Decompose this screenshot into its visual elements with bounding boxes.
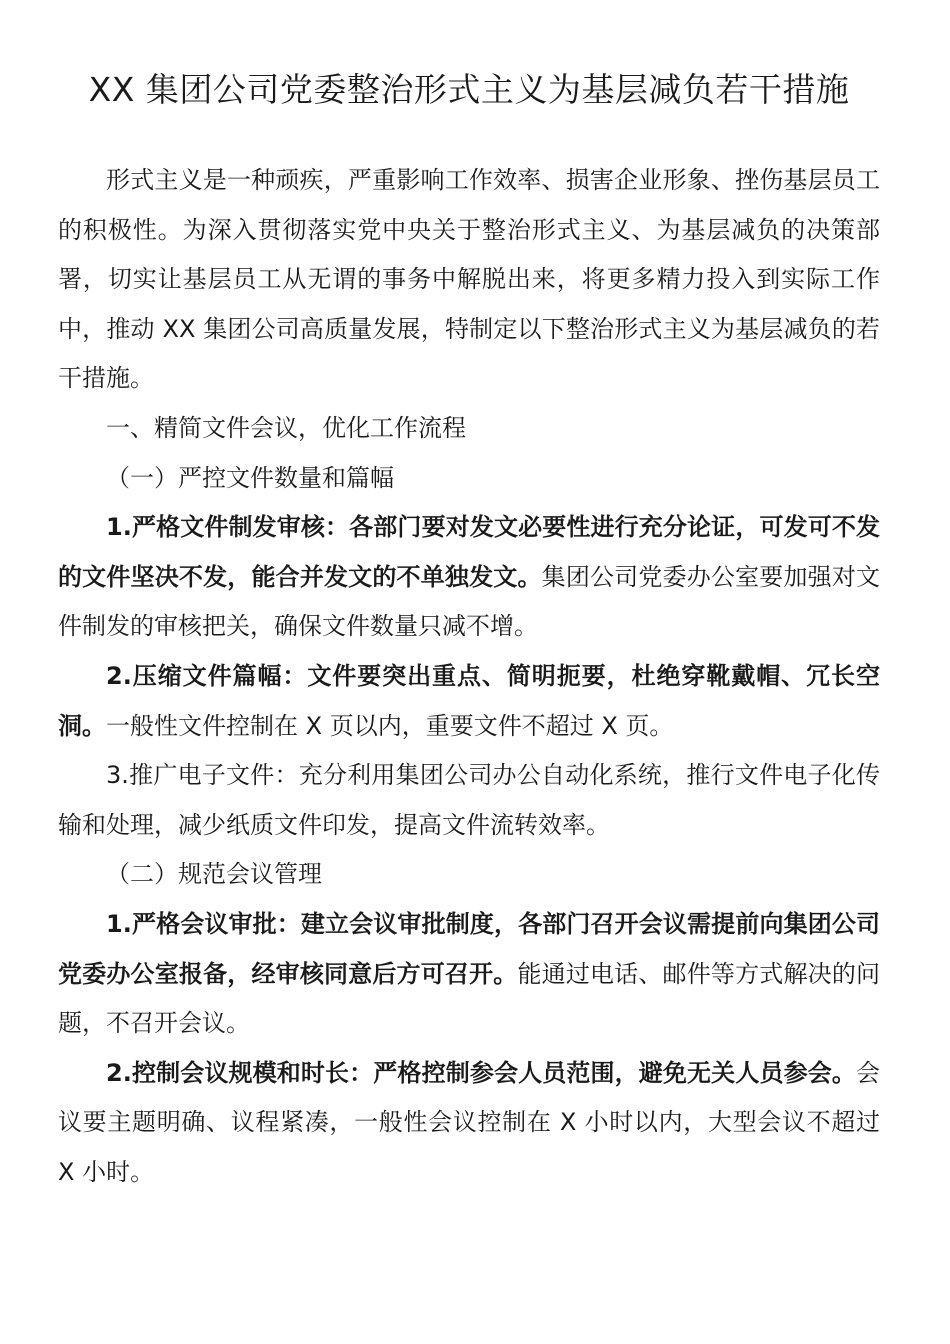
measure-1-1-paragraph [58, 503, 880, 652]
measure-2-1-text: 能通过电话、邮件等方式解决的问题，不召开会议。 [58, 959, 880, 1038]
measure-1-1-text: 集团公司党委办公室要加强对文件制发的审核把关，确保文件数量只减不增。 [58, 562, 881, 641]
measure-1-1-bold: 1.严格文件制发审核：各部门要对发文必要性进行充分论证，可发可不发的文件坚决不发，能合并发文的不单独发文。 [58, 513, 880, 591]
section-1-heading: 一、精简文件会议，优化工作流程 [106, 413, 466, 442]
measure-1-3-text: 3.推广电子文件：充分利用集团公司办公自动化系统，推行文件电子化传输和处理，减少纸质文件印发，提高文件流转效率。 [58, 761, 880, 839]
measure-1-2-text: 一般性文件控制在 X 页以内，重要文件不超过 X 页。 [106, 711, 674, 740]
measure-2-1-bold: 1.严格会议审批：建立会议审批制度，各部门召开会议需提前向集团公司党委办公室报备，经审核同意后方可召开。 [58, 909, 880, 988]
measure-1-3-paragraph [58, 751, 880, 850]
measure-2-1-paragraph [58, 900, 880, 1049]
measure-2-2-bold: 2.控制会议规模和时长：严格控制参会人员范围，避免无关人员参会。 [106, 1058, 856, 1087]
measure-1-2-paragraph [58, 652, 880, 751]
measure-2-2-text: 会议要主题明确、议程紧凑，一般性会议控制在 X 小时以内，大型会议不超过 X 小时。 [58, 1058, 880, 1186]
intro-paragraph: 形式主义是一种顽疾，严重影响工作效率、损害企业形象、挫伤基层员工的积极性。为深入贯彻落实党中央关于整治形式主义、为基层减负的决策部署，切实让基层员工从无谓的事务中解脱出来，将更多精力投入到实际工作中，推动 XX 集团公司高质量发展，特制定以下整治形式主义为基层减负的若干措施。 [58, 166, 880, 393]
measure-2-2-paragraph [58, 1049, 880, 1198]
subsection-2-heading: （二）规范会议管理 [106, 860, 322, 889]
document-title: XX 集团公司党委整治形式主义为基层减负若干措施 [88, 70, 850, 109]
document-page [58, 62, 880, 1197]
measure-1-2-bold: 2.压缩文件篇幅：文件要突出重点、简明扼要，杜绝穿靴戴帽、冗长空洞。 [58, 661, 880, 740]
subsection-1-heading: （一）严控文件数量和篇幅 [106, 463, 394, 492]
